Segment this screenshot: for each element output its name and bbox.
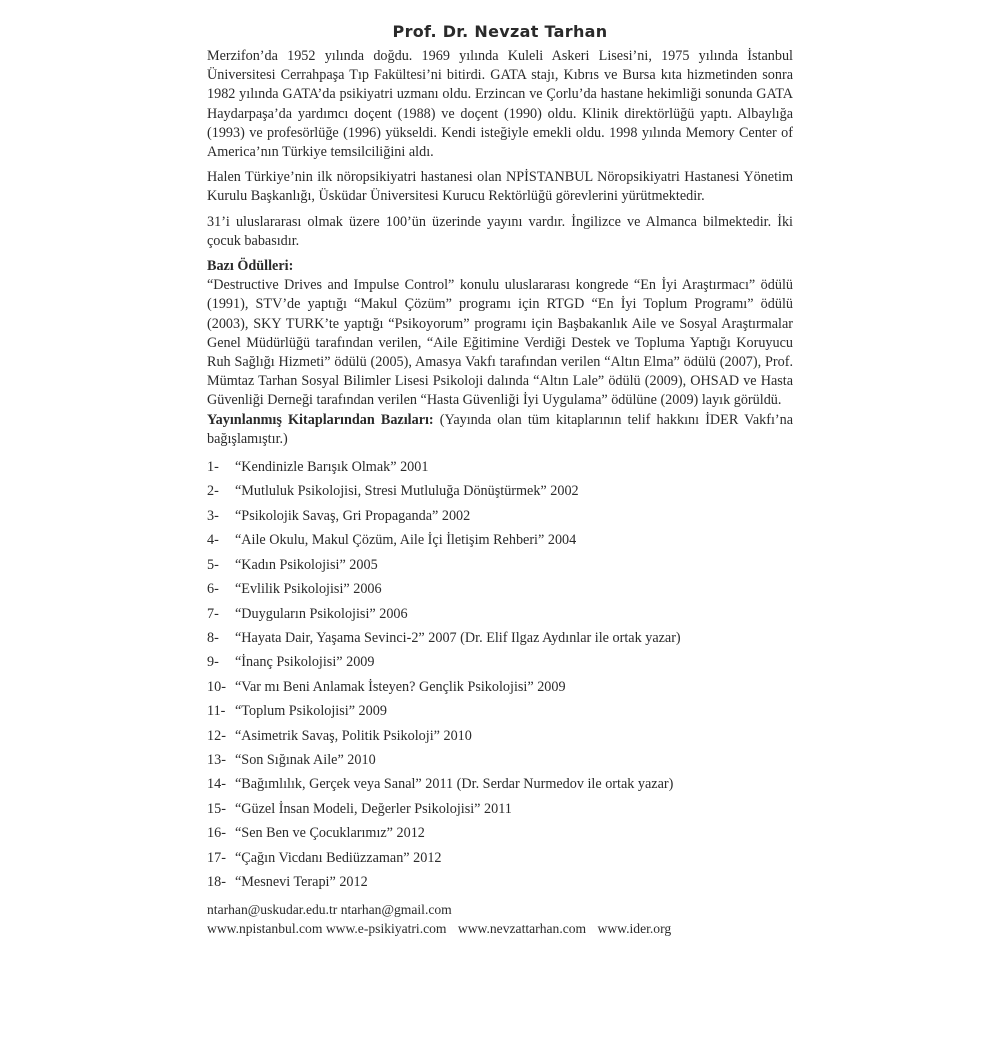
website-link[interactable]: www.ider.org — [597, 921, 672, 937]
bio-paragraph-3: 31’i uluslararası olmak üzere 100’ün üzerinde yayını vardır. İngilizce ve Almanca bilmektedir. İki çocuk babasıdır. — [207, 213, 793, 249]
book-list-item — [207, 724, 793, 748]
bio-paragraph-1: Merzifon’da 1952 yılında doğdu. 1969 yılında Kuleli Askeri Lisesi’ni, 1975 yılında İstanbul Üniversitesi Cerrahpaşa Tıp Fakültesi’ni bitirdi. GATA stajı, Kıbrıs ve Bursa kıta hizmetinden sonra 1982 yılında GATA’da psikiyatri uzmanı oldu. Erzincan ve Çorlu’da hastane hekimliği sonunda GATA Haydarpaşa’da yardımcı doçent (1988) ve doçent (1990) oldu. Klinik direktörlüğü yaptı. Albaylığa (1993) ve profesörlüğe (1996) yükseldi. Kendi isteğiyle emekli oldu. 1998 yılında Memory Center of America’nın Türkiye temsilciliğini aldı. — [207, 48, 793, 161]
books-intro — [207, 411, 793, 449]
email-link[interactable]: ntarhan@uskudar.edu.tr — [207, 902, 338, 918]
book-number: 8- — [207, 629, 219, 646]
book-title: “Toplum Psikolojisi” 2009 — [235, 703, 387, 720]
contact-websites — [207, 919, 793, 938]
page-title: Prof. Dr. Nevzat Tarhan — [392, 22, 608, 41]
awards-paragraph: “Destructive Drives and Impulse Control” konulu uluslararası kongrede “En İyi Araştırmacı” ödülü (1991), STV’de yaptığı “Makul Çözüm” programı için RTGD “En İyi Toplum Programı” ödülü (2003), SKY TURK’te yaptığı “Psikoyorum” programı için Başbakanlık Aile ve Sosyal Araştırmalar Genel Müdürlüğü tarafından verilen, “Aile Eğitimine Verdiği Destek ve Topluma Yaptığı Koruyucu Ruh Sağlığı Hizmeti” ödülü (2005), Amasya Vakfı tarafından verilen “Altın Elma” ödülü (2007), Prof. Mümtaz Tarhan Sosyal Bilimler Lisesi Psikoloji dalında “Altın Lale” ödülü (2009), OHSAD ve Hasta Güvenliği Derneği tarafından verilen “Hasta Güvenliği İyi Uygulama” ödülüne (2009) layık görüldü. — [207, 277, 793, 409]
book-title: “Aile Okulu, Makul Çözüm, Aile İçi İletişim Rehberi” 2004 — [235, 532, 577, 549]
book-title: “Çağın Vicdanı Bediüzzaman” 2012 — [235, 849, 442, 866]
book-list-item — [207, 797, 793, 821]
book-list-item — [207, 772, 793, 796]
book-title: “Mutluluk Psikolojisi, Stresi Mutluluğa Dönüştürmek” 2002 — [235, 483, 579, 500]
contact-emails — [207, 900, 793, 919]
book-list-item — [207, 602, 793, 626]
book-number: 14- — [207, 776, 226, 793]
book-title: “Kendinizle Barışık Olmak” 2001 — [235, 459, 429, 476]
book-list-item — [207, 748, 793, 772]
book-number: 3- — [207, 507, 219, 524]
book-title: “Mesnevi Terapi” 2012 — [235, 873, 368, 890]
book-title: “Asimetrik Savaş, Politik Psikoloji” 2010 — [235, 727, 472, 744]
book-list-item — [207, 846, 793, 870]
book-list-item — [207, 821, 793, 845]
contact-block — [207, 900, 793, 938]
book-title: “Son Sığınak Aile” 2010 — [235, 751, 376, 768]
book-list-item — [207, 528, 793, 552]
book-title: “Psikolojik Savaş, Gri Propaganda” 2002 — [235, 507, 471, 524]
website-link[interactable]: www.e-psikiyatri.com — [325, 921, 447, 937]
book-list-item — [207, 455, 793, 479]
book-list-item — [207, 504, 793, 528]
book-number: 7- — [207, 605, 219, 622]
book-list-item — [207, 650, 793, 674]
book-number: 10- — [207, 678, 226, 695]
book-title: “Duyguların Psikolojisi” 2006 — [235, 605, 408, 622]
book-number: 11- — [207, 703, 226, 720]
book-number: 15- — [207, 800, 226, 817]
book-list-item — [207, 870, 793, 894]
bio-paragraph-2: Halen Türkiye’nin ilk nöropsikiyatri hastanesi olan NPİSTANBUL Nöropsikiyatri Hastanesi Yönetim Kurulu Başkanlığı, Üsküdar Üniversitesi Kurucu Rektörlüğü görevlerini yürütmektedir. — [207, 169, 793, 205]
book-number: 4- — [207, 532, 219, 549]
book-title: “Var mı Beni Anlamak İsteyen? Gençlik Psikolojisi” 2009 — [235, 678, 566, 695]
document-body — [207, 47, 793, 938]
book-title: “İnanç Psikolojisi” 2009 — [235, 654, 375, 671]
book-list — [207, 455, 793, 894]
book-number: 1- — [207, 459, 219, 476]
awards-heading: Bazı Ödülleri: — [207, 258, 294, 275]
book-number: 5- — [207, 556, 219, 573]
email-link[interactable]: ntarhan@gmail.com — [340, 902, 452, 918]
book-number: 9- — [207, 654, 219, 671]
book-title: “Hayata Dair, Yaşama Sevinci-2” 2007 (Dr. Elif Ilgaz Aydınlar ile ortak yazar) — [235, 629, 681, 646]
document-page — [207, 22, 793, 938]
book-title: “Evlilik Psikolojisi” 2006 — [235, 581, 382, 598]
book-title: “Bağımlılık, Gerçek veya Sanal” 2011 (Dr. Serdar Nurmedov ile ortak yazar) — [235, 776, 674, 793]
book-title: “Güzel İnsan Modeli, Değerler Psikolojisi” 2011 — [235, 800, 512, 817]
book-number: 12- — [207, 727, 226, 744]
book-number: 17- — [207, 849, 226, 866]
books-heading: Yayınlanmış Kitaplarından Bazıları: — [207, 411, 434, 428]
book-title: “Sen Ben ve Çocuklarımız” 2012 — [235, 825, 425, 842]
book-number: 2- — [207, 483, 219, 500]
books-note: (Yayında olan tüm kitaplarının telif hakkını İDER Vakfı’na bağışlamıştır.) — [207, 411, 794, 447]
website-link[interactable]: www.nevzattarhan.com — [457, 921, 587, 937]
book-number: 16- — [207, 825, 226, 842]
book-list-item — [207, 577, 793, 601]
book-number: 18- — [207, 873, 226, 890]
book-list-item — [207, 553, 793, 577]
book-list-item — [207, 479, 793, 503]
book-list-item — [207, 675, 793, 699]
book-list-item — [207, 626, 793, 650]
website-link[interactable]: www.npistanbul.com — [207, 921, 323, 937]
book-number: 13- — [207, 751, 226, 768]
book-number: 6- — [207, 581, 219, 598]
book-title: “Kadın Psikolojisi” 2005 — [235, 556, 378, 573]
book-list-item — [207, 699, 793, 723]
